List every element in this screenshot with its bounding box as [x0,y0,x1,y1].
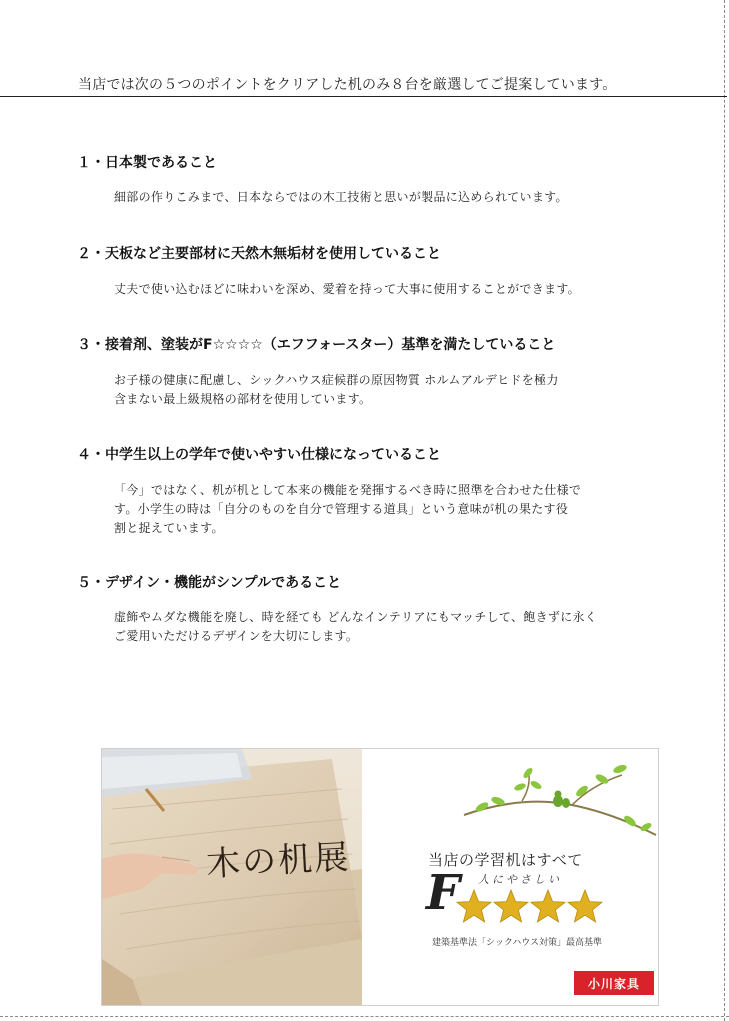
section-4-line-2: す。小学生の時は「自分のものを自分で管理する道具」という意味が机の果たす役 [114,502,569,516]
law-text: 建築基準法「シックハウス対策」最高基準 [432,938,603,948]
section-5-line-2: ご愛用いただけるデザインを大切にします。 [114,629,359,643]
section-5-line-1: 虚飾やムダな機能を廃し、時を経ても どんなインテリアにもマッチして、飽きずに永く [114,610,598,624]
section-2-body [114,280,644,299]
intro-text: 当店では次の５つのポイントをクリアした机のみ８台を厳選してご提案しています。 [78,77,617,93]
banner-certification-panel [362,749,658,1005]
four-stars-icon [456,887,606,927]
banner-headline: 当店の学習机はすべて [428,851,583,869]
f-letter: F [426,865,461,921]
section-1-body [114,188,644,207]
brand-logo: 小川家具 [574,971,654,995]
section-5-heading: ５・デザイン・機能がシンプルであること [77,575,342,591]
page-border-right [724,0,725,1021]
page-border-bottom [0,1016,729,1017]
banner-tagline: 人にやさしい [478,873,562,886]
banner [101,748,659,1006]
section-1-line-1: 細部の作りこみまで、日本ならではの木工技術と思いが製品に込められています。 [114,190,568,204]
section-3-heading: ３・接着剤、塗装がF☆☆☆☆（エフフォースター）基準を満たしていること [77,337,556,353]
section-4-line-1: 「今」ではなく、机が机として本来の機能を発揮するべき時に照準を合わせた仕様で [114,483,582,497]
section-2-heading: ２・天板など主要部材に天然木無垢材を使用していること [77,246,441,262]
section-1-heading: １・日本製であること [77,155,217,171]
branch-with-birds-icon [462,755,658,839]
section-2-line-1: 丈夫で使い込むほどに味わいを深め、愛着を持って大事に使用することができます。 [114,282,580,296]
section-5-body [114,608,644,646]
section-4-heading: ４・中学生以上の学年で使いやすい仕様になっていること [77,447,441,463]
section-3-body [114,371,644,409]
section-4-body [114,481,644,538]
photo-title: 木の机展 [205,837,352,885]
section-4-line-3: 割と捉えています。 [114,521,224,535]
section-3-line-2: 含まない最上級規格の部材を使用しています。 [114,392,372,406]
intro-divider [0,96,727,97]
section-3-line-1: お子様の健康に配慮し、シックハウス症候群の原因物質 ホルムアルデヒドを極力 [114,373,559,387]
